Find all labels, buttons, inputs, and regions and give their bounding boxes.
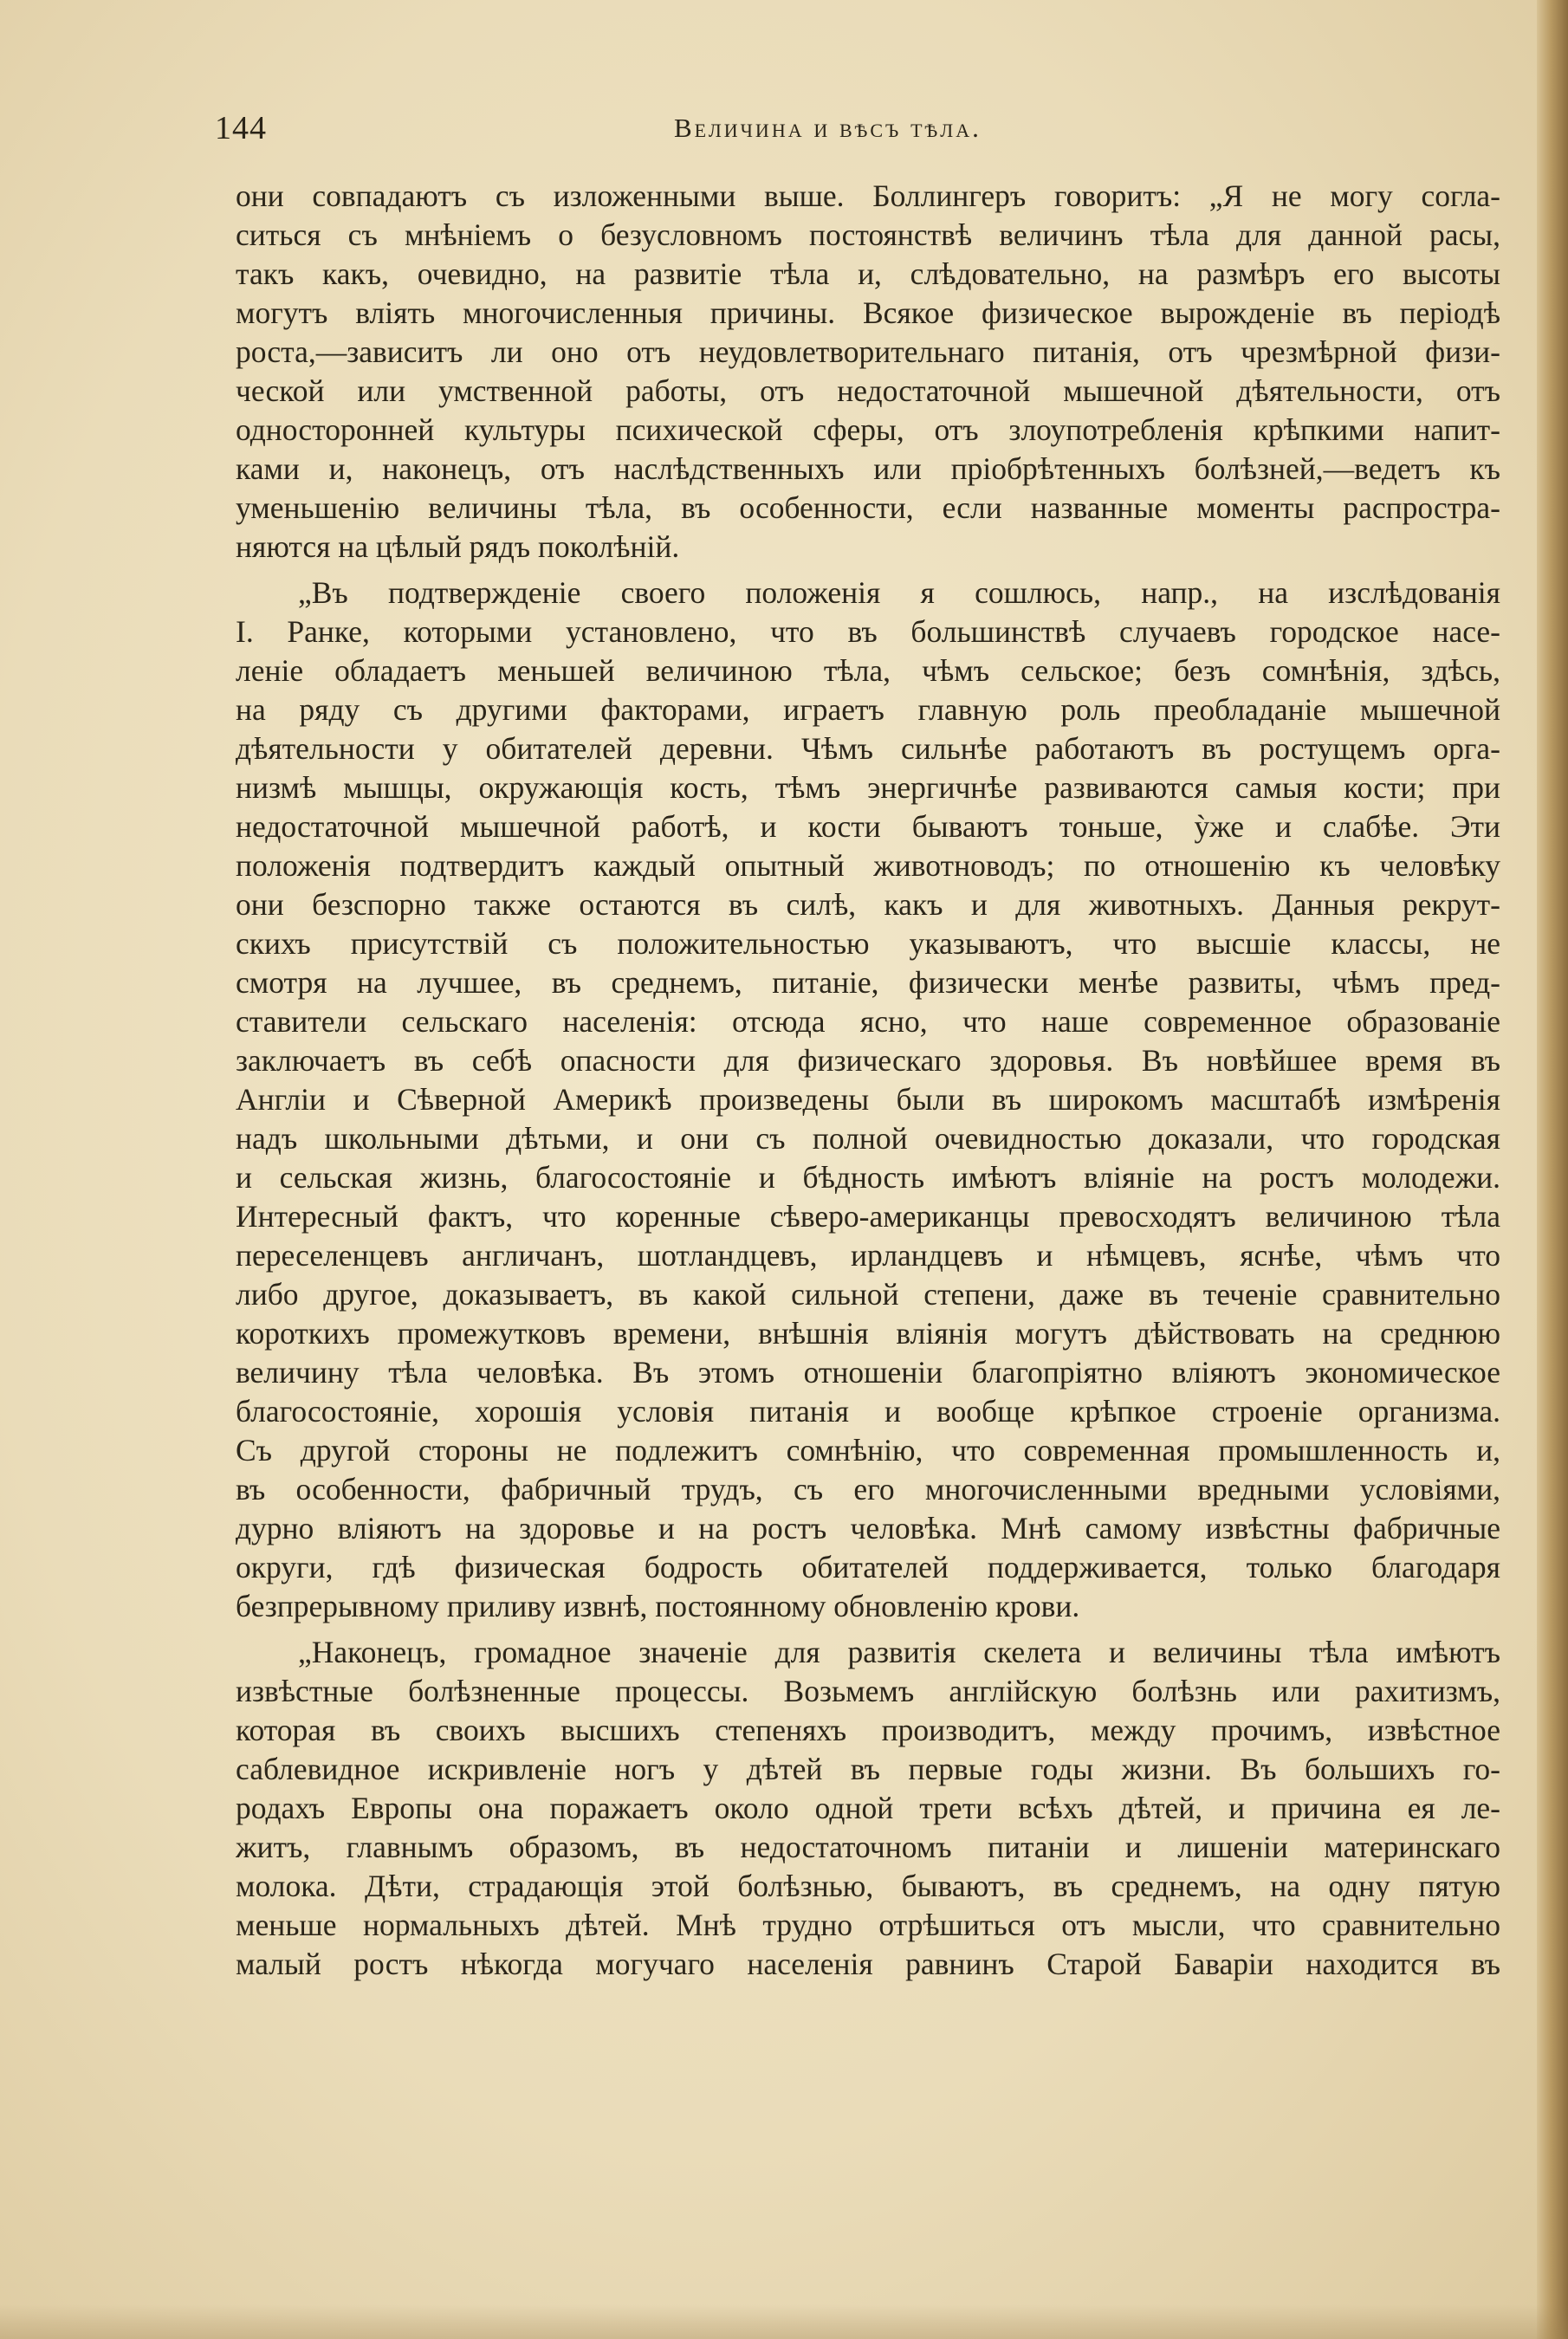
text-line: ставители сельскаго населенія: отсюда ясно, что наше современное образованіе xyxy=(236,1004,1500,1039)
text-line: няются на цѣлый рядъ поколѣній. xyxy=(236,529,680,564)
text-line: „Въ подтвержденіе своего положенія я сошлюсь, напр., на изслѣдованія xyxy=(298,575,1500,610)
text-line: малый ростъ нѣкогда могучаго населенія равнинъ Старой Баваріи находится въ xyxy=(236,1947,1500,1981)
text-line: уменьшенію величины тѣла, въ особенности, если названные моменты распростра- xyxy=(236,490,1500,525)
text-line: односторонней культуры психической сферы, отъ злоупотребленія крѣпкими напит- xyxy=(236,412,1500,447)
page-header xyxy=(215,109,1488,151)
text-line: родахъ Европы она поражаетъ около одной трети всѣхъ дѣтей, и причина ея ле- xyxy=(236,1791,1500,1825)
text-line: на ряду съ другими факторами, играетъ главную роль преобладаніе мышечной xyxy=(236,692,1500,727)
text-line: могутъ вліять многочисленныя причины. Всякое физическое вырожденіе въ періодѣ xyxy=(236,295,1500,330)
text-line: положенія подтвердитъ каждый опытный животноводъ; по отношенію къ человѣку xyxy=(236,848,1500,883)
text-line: они безспорно также остаются въ силѣ, какъ и для животныхъ. Данныя рекрут- xyxy=(236,887,1500,922)
text-line: въ особенности, фабричный трудъ, съ его многочисленными вредными условіями, xyxy=(236,1472,1500,1506)
page-edge-shadow xyxy=(1537,0,1568,2339)
text-line: молока. Дѣти, страдающія этой болѣзнью, бываютъ, въ среднемъ, на одну пятую xyxy=(236,1869,1500,1903)
text-line: переселенцевъ англичанъ, шотландцевъ, ирландцевъ и нѣмцевъ, яснѣе, чѣмъ что xyxy=(236,1238,1500,1273)
text-line: ситься съ мнѣніемъ о безусловномъ постоянствѣ величинъ тѣла для данной расы, xyxy=(236,217,1500,252)
text-line: дѣятельности у обитателей деревни. Чѣмъ сильнѣе работаютъ въ ростущемъ орга- xyxy=(236,731,1500,766)
text-line: саблевидное искривленіе ногъ у дѣтей въ первые годы жизни. Въ большихъ го- xyxy=(236,1752,1500,1786)
body-text xyxy=(236,177,1500,1984)
text-line: дурно вліяютъ на здоровье и на ростъ человѣка. Мнѣ самому извѣстны фабричные xyxy=(236,1511,1500,1545)
paragraph-gap xyxy=(236,567,1500,573)
text-line: либо другое, доказываетъ, въ какой сильной степени, даже въ теченіе сравнительно xyxy=(236,1277,1500,1312)
text-line: безпрерывному приливу извнѣ, постоянному обновленію крови. xyxy=(236,1589,1080,1623)
text-line: житъ, главнымъ образомъ, въ недостаточномъ питаніи и лишеніи материнскаго xyxy=(236,1830,1500,1864)
text-line: округи, гдѣ физическая бодрость обитателей поддерживается, только благодаря xyxy=(236,1550,1500,1584)
text-line: надъ школьными дѣтьми, и они съ полной очевидностью доказали, что городская xyxy=(236,1121,1500,1156)
text-line: заключаетъ въ себѣ опасности для физическаго здоровья. Въ новѣйшее время въ xyxy=(236,1043,1500,1078)
text-line: величину тѣла человѣка. Въ этомъ отношеніи благопріятно вліяютъ экономическое xyxy=(236,1355,1500,1390)
text-line: низмѣ мышцы, окружающія кость, тѣмъ энергичнѣе развиваются самыя кости; при xyxy=(236,770,1500,805)
page-number: 144 xyxy=(215,110,267,146)
text-line: скихъ присутствій съ положительностью указываютъ, что высшіе классы, не xyxy=(236,926,1500,961)
text-line: такъ какъ, очевидно, на развитіе тѣла и, слѣдовательно, на размѣръ его высоты xyxy=(236,256,1500,291)
text-line: извѣстные болѣзненные процессы. Возьмемъ англійскую болѣзнь или рахитизмъ, xyxy=(236,1674,1500,1708)
text-line: роста,—зависитъ ли оно отъ неудовлетворительнаго питанія, отъ чрезмѣрной физи- xyxy=(236,334,1500,369)
text-line: „Наконецъ, громадное значеніе для развитія скелета и величины тѣла имѣютъ xyxy=(298,1635,1500,1669)
text-line: Интересный фактъ, что коренные сѣверо-американцы превосходятъ величиною тѣла xyxy=(236,1199,1500,1234)
text-line: Съ другой стороны не подлежитъ сомнѣнію, что современная промышленность и, xyxy=(236,1433,1500,1468)
paragraph-gap xyxy=(236,1626,1500,1633)
text-line: они совпадаютъ съ изложенными выше. Боллингеръ говоритъ: „Я не могу согла- xyxy=(236,178,1500,213)
text-line: леніе обладаетъ меньшей величиною тѣла, чѣмъ сельское; безъ сомнѣнія, здѣсь, xyxy=(236,653,1500,688)
text-line: ками и, наконецъ, отъ наслѣдственныхъ или пріобрѣтенныхъ болѣзней,—ведетъ къ xyxy=(236,451,1500,486)
text-line: смотря на лучшее, въ среднемъ, питаніе, физически менѣе развиты, чѣмъ пред- xyxy=(236,965,1500,1000)
text-line: которая въ своихъ высшихъ степеняхъ производитъ, между прочимъ, извѣстное xyxy=(236,1713,1500,1747)
text-line: благосостояніе, хорошія условія питанія и вообще крѣпкое строеніе организма. xyxy=(236,1394,1500,1429)
text-line: I. Ранке, которыми установлено, что въ большинствѣ случаевъ городское насе- xyxy=(236,614,1500,649)
page-bottom-shadow xyxy=(0,2304,1568,2339)
running-title: Величина и вѣсъ тѣла. xyxy=(674,113,982,143)
text-line: меньше нормальныхъ дѣтей. Мнѣ трудно отрѣшиться отъ мысли, что сравнительно xyxy=(236,1908,1500,1942)
text-line: недостаточной мышечной работѣ, и кости бываютъ тоньше, ỳже и слабѣе. Эти xyxy=(236,809,1500,844)
text-line: и сельская жизнь, благосостояніе и бѣдность имѣютъ вліяніе на ростъ молодежи. xyxy=(236,1160,1500,1195)
text-line: ческой или умственной работы, отъ недостаточной мышечной дѣятельности, отъ xyxy=(236,373,1500,408)
text-line: Англіи и Сѣверной Америкѣ произведены были въ широкомъ масштабѣ измѣренія xyxy=(236,1082,1500,1117)
text-line: короткихъ промежутковъ времени, внѣшнія вліянія могутъ дѣйствовать на среднюю xyxy=(236,1316,1500,1351)
